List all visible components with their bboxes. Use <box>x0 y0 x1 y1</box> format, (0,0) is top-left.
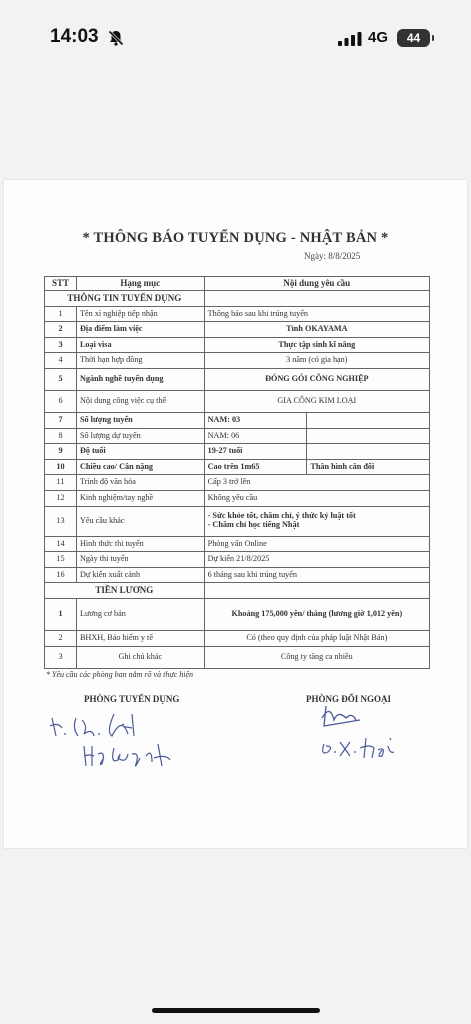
row-value: Phỏng vấn Online <box>204 536 429 552</box>
row-number: 7 <box>45 412 77 428</box>
silent-bell-icon <box>107 29 125 47</box>
signature-title-foreign-affairs: PHÒNG ĐỐI NGOẠI <box>306 694 392 704</box>
row-item: Trình độ văn hóa <box>76 475 204 491</box>
table-row <box>45 322 430 338</box>
row-value: Dự kiến 21/8/2025 <box>204 552 429 568</box>
row-value: Có (theo quy định của pháp luật Nhật Bản) <box>204 630 429 646</box>
row-item: Kinh nghiệm/tay nghề <box>76 490 204 506</box>
table-row <box>45 552 430 568</box>
row-number: 12 <box>45 490 77 506</box>
row-number: 2 <box>45 322 77 338</box>
row-item: Tên xí nghiệp tiếp nhận <box>76 306 204 322</box>
row-number: 10 <box>45 459 77 475</box>
document-note: * Yêu cầu các phòng ban nắm rõ và thực hiện <box>46 670 194 679</box>
recruitment-document <box>4 180 467 848</box>
row-value-secondary: Thân hình cân đối <box>307 459 430 475</box>
signature-title-recruitment: PHÒNG TUYỂN DỤNG <box>84 694 180 704</box>
row-number: 4 <box>45 353 77 369</box>
header-item: Hạng mục <box>76 277 204 291</box>
table-row <box>45 353 430 369</box>
row-item: Ghi chú khác <box>76 646 204 668</box>
row-value: Thực tập sinh kĩ năng <box>204 337 429 353</box>
table-row <box>45 412 430 428</box>
row-value: Công ty tăng ca nhiều <box>204 646 429 668</box>
row-item: Địa điểm làm việc <box>76 322 204 338</box>
row-item: Chiều cao/ Cân nặng <box>76 459 204 475</box>
table-row <box>45 459 430 475</box>
row-value: NAM: 06 <box>204 428 307 444</box>
row-item: Thời hạn hợp đồng <box>76 353 204 369</box>
row-value <box>204 506 429 536</box>
home-indicator[interactable] <box>152 1008 320 1013</box>
header-stt: STT <box>45 277 77 291</box>
row-number: 6 <box>45 390 77 412</box>
empty-cell <box>204 291 429 307</box>
row-number: 1 <box>45 306 77 322</box>
table-row <box>45 337 430 353</box>
table-row <box>45 536 430 552</box>
table-row <box>45 444 430 460</box>
handwritten-signature-left <box>48 706 188 776</box>
empty-cell <box>307 412 430 428</box>
row-item: Ngày thi tuyển <box>76 552 204 568</box>
row-value: GIA CÔNG KIM LOẠI <box>204 390 429 412</box>
table-row <box>45 390 430 412</box>
row-number: 5 <box>45 368 77 390</box>
row-number: 11 <box>45 475 77 491</box>
row-item: Hình thức thi tuyển <box>76 536 204 552</box>
table-row <box>45 306 430 322</box>
row-number: 2 <box>45 630 77 646</box>
cellular-signal-icon <box>338 32 362 46</box>
row-number: 1 <box>45 598 77 630</box>
document-title: * THÔNG BÁO TUYỂN DỤNG - NHẬT BẢN * <box>82 230 389 246</box>
row-value: NAM: 03 <box>204 412 307 428</box>
recruitment-table <box>44 276 430 669</box>
status-time: 14:03 <box>50 26 99 47</box>
table-row <box>45 630 430 646</box>
table-row <box>45 646 430 668</box>
row-number: 15 <box>45 552 77 568</box>
row-item: Số lượng dự tuyển <box>76 428 204 444</box>
row-value: 19-27 tuổi <box>204 444 307 460</box>
row-item: Loại visa <box>76 337 204 353</box>
row-item: BHXH, Bảo hiểm y tế <box>76 630 204 646</box>
section-title-recruitment: THÔNG TIN TUYỂN DỤNG <box>45 291 205 307</box>
table-row <box>45 567 430 583</box>
row-number: 14 <box>45 536 77 552</box>
row-number: 13 <box>45 506 77 536</box>
row-value: Cao trên 1m65 <box>204 459 307 475</box>
table-row <box>45 598 430 630</box>
row-value: Cấp 3 trở lên <box>204 475 429 491</box>
row-value: Khoảng 175,000 yên/ tháng (lương giờ 1,012 yên) <box>204 598 429 630</box>
row-value: 6 tháng sau khi trúng tuyển <box>204 567 429 583</box>
row-value: ĐÓNG GÓI CÔNG NGHIỆP <box>204 368 429 390</box>
empty-cell <box>307 444 430 460</box>
row-item: Dự kiến xuất cảnh <box>76 567 204 583</box>
row-item: Nội dung công việc cụ thể <box>76 390 204 412</box>
section-title-salary: TIỀN LƯƠNG <box>45 583 205 599</box>
handwritten-signature-right <box>316 702 406 762</box>
row-value-line: - Sức khỏe tốt, chăm chỉ, ý thức kỷ luật tốt <box>207 511 356 521</box>
row-number: 3 <box>45 646 77 668</box>
row-number: 3 <box>45 337 77 353</box>
row-value: Không yêu cầu <box>204 490 429 506</box>
battery-icon: 44 <box>397 29 430 47</box>
table-row <box>45 368 430 390</box>
row-item: Ngành nghề tuyển dụng <box>76 368 204 390</box>
row-value: 3 năm (có gia hạn) <box>204 353 429 369</box>
status-bar <box>0 0 471 78</box>
section-row <box>45 291 430 307</box>
row-item: Độ tuổi <box>76 444 204 460</box>
header-content: Nội dung yêu cầu <box>204 277 429 291</box>
row-value: Tỉnh OKAYAMA <box>204 322 429 338</box>
row-item: Lương cơ bản <box>76 598 204 630</box>
table-row <box>45 506 430 536</box>
empty-cell <box>204 583 429 599</box>
row-item: Số lượng tuyển <box>76 412 204 428</box>
row-number: 9 <box>45 444 77 460</box>
table-header-row <box>45 277 430 291</box>
row-value-line: - Chăm chỉ học tiếng Nhật <box>207 520 300 530</box>
row-number: 16 <box>45 567 77 583</box>
table-row <box>45 475 430 491</box>
empty-cell <box>307 428 430 444</box>
row-number: 8 <box>45 428 77 444</box>
table-row <box>45 428 430 444</box>
table-row <box>45 490 430 506</box>
network-type: 4G <box>368 29 389 46</box>
document-date: Ngày: 8/8/2025 <box>304 251 361 261</box>
row-item: Yêu cầu khác <box>76 506 204 536</box>
row-value: Thông báo sau khi trúng tuyển <box>204 306 429 322</box>
section-row <box>45 583 430 599</box>
